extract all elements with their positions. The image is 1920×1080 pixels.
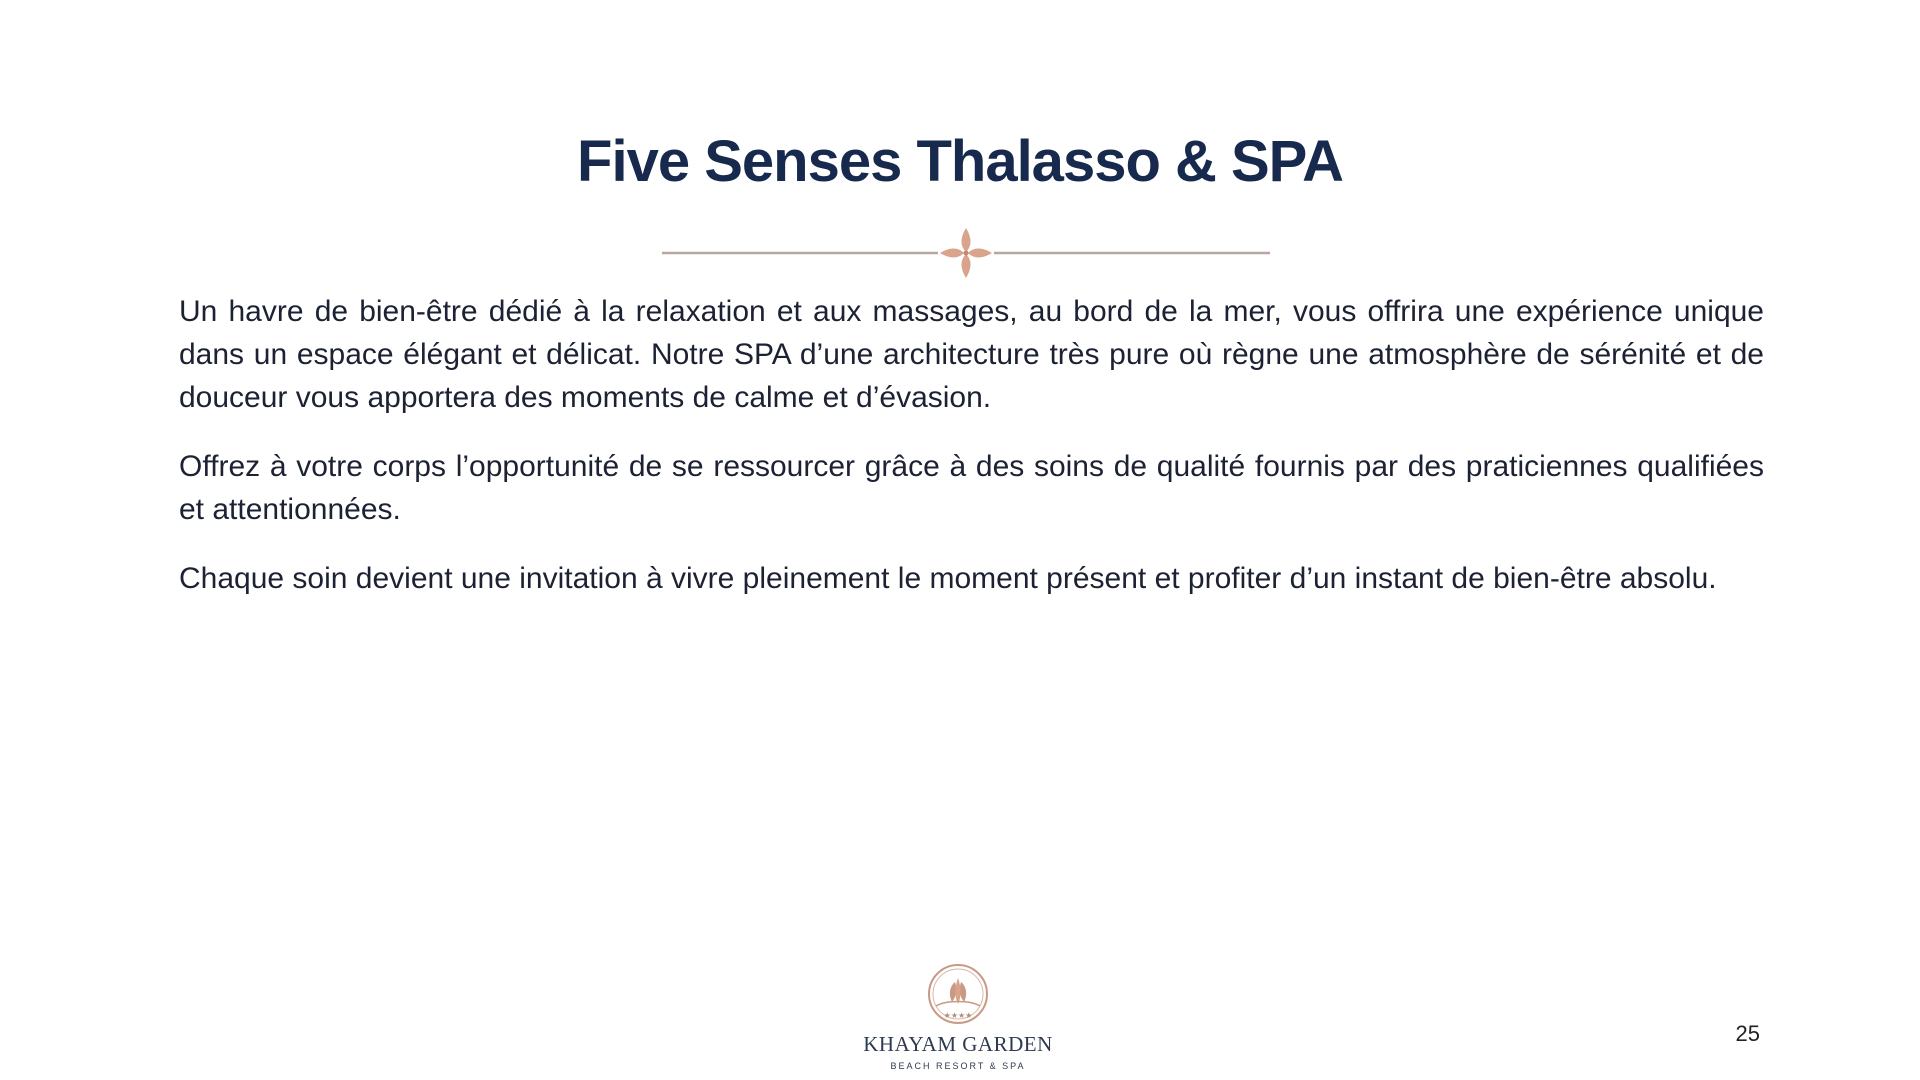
- logo-emblem-icon: [922, 962, 994, 1030]
- page-number: 25: [1735, 1021, 1760, 1046]
- khayam-garden-logo: [860, 962, 1056, 1078]
- paragraph-1: Un havre de bien-être dédié à la relaxation et aux massages, au bord de la mer, vous offrira une expérience unique dans un espace élégant et délicat. Notre SPA d’une architecture très pure où règne une atmosphère de sérénité et de douceur vous apportera des moments de calme et d’évasion.: [179, 295, 1764, 414]
- paragraph-3: Chaque soin devient une invitation à vivre pleinement le moment présent et profiter d’un instant de bien-être absolu.: [179, 562, 1717, 595]
- logo-stars: ★★★★: [943, 1011, 973, 1020]
- flower-ornament-icon: [940, 228, 992, 278]
- decorative-divider: [662, 226, 1270, 278]
- logo-name: KHAYAM GARDEN: [863, 1032, 1053, 1056]
- logo-subtitle: BEACH RESORT & SPA: [890, 1061, 1026, 1071]
- paragraph-2: Offrez à votre corps l’opportunité de se ressourcer grâce à des soins de qualité fournis par des praticiennes qualifiées et attentionnées.: [179, 450, 1764, 526]
- slide-title: Five Senses Thalasso & SPA: [577, 129, 1343, 194]
- body-text: [179, 290, 1764, 626]
